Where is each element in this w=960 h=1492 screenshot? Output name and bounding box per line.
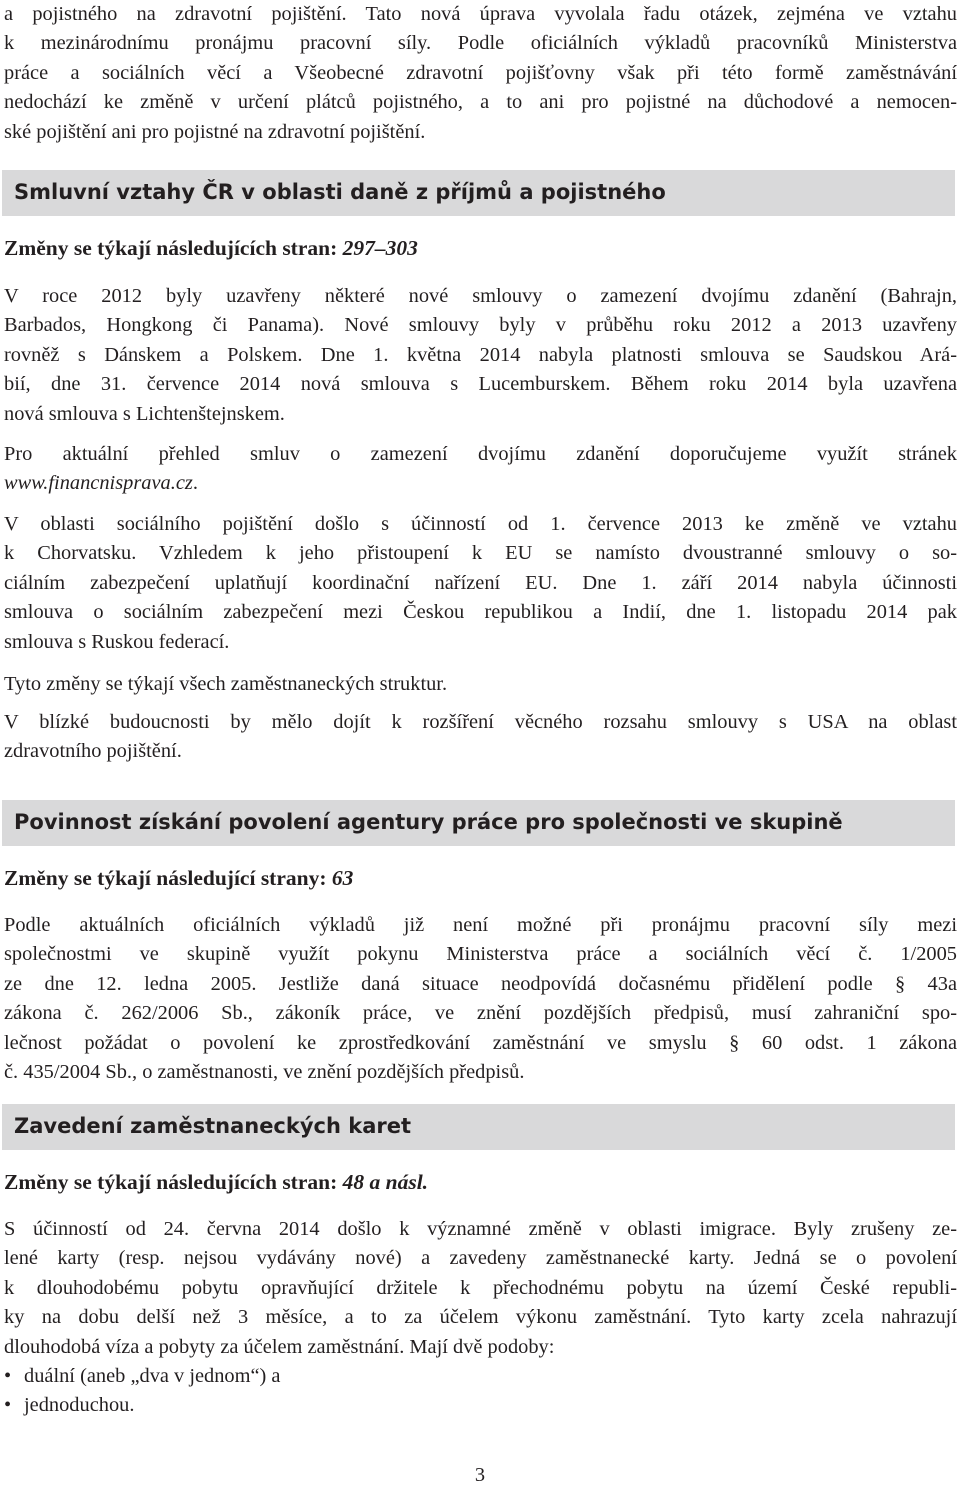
intro-paragraph: [4, 0, 957, 147]
paragraph: [4, 1215, 957, 1362]
url-link[interactable]: www.financnisprava.cz: [4, 472, 193, 495]
section-heading: Povinnost získání povolení agentury práce pro společnosti ve skupině: [14, 810, 843, 834]
text-line: nedochází ke změně v určení plátců pojistného, a to ani pro pojistné na důchodové a nemocen-: [4, 91, 957, 114]
text-line: V blízké budoucnosti by mělo dojít k rozšíření věcného rozsahu smlouvy s USA na oblast: [4, 711, 957, 733]
section-heading: Zavedení zaměstnaneckých karet: [14, 1114, 412, 1138]
bullet-icon: •: [4, 1394, 12, 1417]
text-line: smlouva o sociálním zabezpečení mezi Českou republikou a Indií, dne 1. listopadu 2014 pak: [4, 601, 957, 624]
list-item-text: jednoduchou.: [24, 1394, 135, 1417]
text-line: a pojistného na zdravotní pojištění. Tato nová úprava vyvolala řadu otázek, zejména ve vztahu: [4, 3, 957, 25]
text-line: ze dne 12. ledna 2005. Jestliže daná situace neodpovídá dočasnému přidělení podle § 43a: [4, 972, 957, 995]
text-line: smlouva s Ruskou federací.: [4, 630, 230, 653]
section-heading-bar: [2, 1104, 955, 1150]
text-line: rovněž s Dánskem a Polskem. Dne 1. května 2014 nabyla platnosti smlouva se Saudskou Ará-: [4, 343, 957, 366]
bullet-icon: •: [4, 1365, 12, 1387]
page-number: 3: [474, 1464, 486, 1486]
text-line: Barbados, Hongkong či Panama). Nové smlouvy byly v průběhu roku 2012 a 2013 uzavřeny: [4, 314, 957, 337]
section-heading: Smluvní vztahy ČR v oblasti daně z příjmů a pojistného: [14, 180, 666, 204]
text-line: Tyto změny se týkají všech zaměstnaneckých struktur.: [4, 673, 448, 695]
text-line: k dlouhodobému pobytu opravňující držitele k přechodnému pobytu na území České republi-: [4, 1276, 957, 1299]
text-line: www.financnisprava.cz.: [4, 472, 198, 495]
changes-pages: 297–303: [342, 236, 418, 260]
paragraph: [4, 708, 957, 767]
text-line: Podle aktuálních oficiálních výkladů již není možné při pronájmu pracovní síly mezi: [4, 914, 957, 936]
changes-note: [4, 1170, 428, 1195]
paragraph: [4, 282, 957, 429]
text-line: ciálním zabezpečení uplatňují koordinační nařízení EU. Dne 1. září 2014 nabyla účinnosti: [4, 571, 957, 594]
text-line: dlouhodobá víza a pobyty za účelem zaměstnání. Mají dvě podoby:: [4, 1335, 555, 1358]
text-line: k mezinárodnímu pronájmu pracovní síly. Podle oficiálních výkladů pracovníků Ministerstva: [4, 32, 957, 55]
changes-pages: 63: [331, 866, 354, 890]
changes-label: Změny se týkají následujících stran:: [4, 1170, 338, 1194]
list-item: [4, 1391, 957, 1420]
changes-label: Změny se týkají následujících stran:: [4, 236, 338, 260]
text-line: ské pojištění ani pro pojistné na zdravotní pojištění.: [4, 120, 426, 143]
text-line: práce a sociálních věcí a Všeobecné zdravotní pojišťovny však při této formě zaměstnávání: [4, 61, 957, 84]
text-line: společnostmi ve skupině využít pokynu Ministerstva práce a sociálních věcí č. 1/2005: [4, 943, 957, 966]
changes-note: [4, 236, 418, 261]
text-line: č. 435/2004 Sb., o zaměstnanosti, ve znění pozdějších předpisů.: [4, 1061, 525, 1084]
text-line: S účinností od 24. června 2014 došlo k významné změně v oblasti imigrace. Byly zrušeny ze-: [4, 1218, 957, 1240]
bullet-list: [4, 1362, 957, 1421]
list-item-text: duální (aneb „dva v jednom“) a: [24, 1365, 281, 1387]
text-line: V roce 2012 byly uzavřeny některé nové smlouvy o zamezení dvojímu zdanění (Bahrajn,: [4, 285, 957, 307]
text-line: zdravotního pojištění.: [4, 740, 182, 763]
paragraph: [4, 911, 957, 1087]
text-line: nová smlouva s Lichtenštejnskem.: [4, 402, 285, 425]
text-line: ky na dobu delší než 3 měsíce, a to za účelem výkonu zaměstnání. Tyto karty zcela nahrazují: [4, 1306, 957, 1329]
text-line: Pro aktuální přehled smluv o zamezení dvojímu zdanění doporučujeme využít stránek: [4, 443, 957, 465]
changes-note: [4, 866, 353, 891]
text-line: lené karty (resp. nejsou vydávány nové) a zavedeny zaměstnanecké karty. Jedná se o povolení: [4, 1247, 957, 1270]
paragraph: [4, 510, 957, 657]
changes-label: Změny se týkají následující strany:: [4, 866, 327, 890]
text-line: bií, dne 31. července 2014 nová smlouva s Lucemburskem. Během roku 2014 byla uzavřena: [4, 373, 957, 396]
paragraph: [4, 440, 957, 499]
text-line: lečnost požádat o povolení ke zprostředkování zaměstnání ve smyslu § 60 odst. 1 zákona: [4, 1031, 957, 1054]
paragraph: [4, 670, 957, 699]
text-line: V oblasti sociálního pojištění došlo s účinností od 1. července 2013 ke změně ve vztahu: [4, 513, 957, 535]
text-line: zákona č. 262/2006 Sb., zákoník práce, ve znění pozdějších předpisů, musí zahraniční spo-: [4, 1002, 957, 1025]
section-heading-bar: [2, 800, 955, 846]
changes-pages: 48 a násl.: [342, 1170, 429, 1194]
text-line: k Chorvatsku. Vzhledem k jeho přistoupení k EU se namísto dvoustranné smlouvy o so-: [4, 542, 957, 565]
list-item: [4, 1362, 957, 1391]
section-heading-bar: [2, 170, 955, 216]
